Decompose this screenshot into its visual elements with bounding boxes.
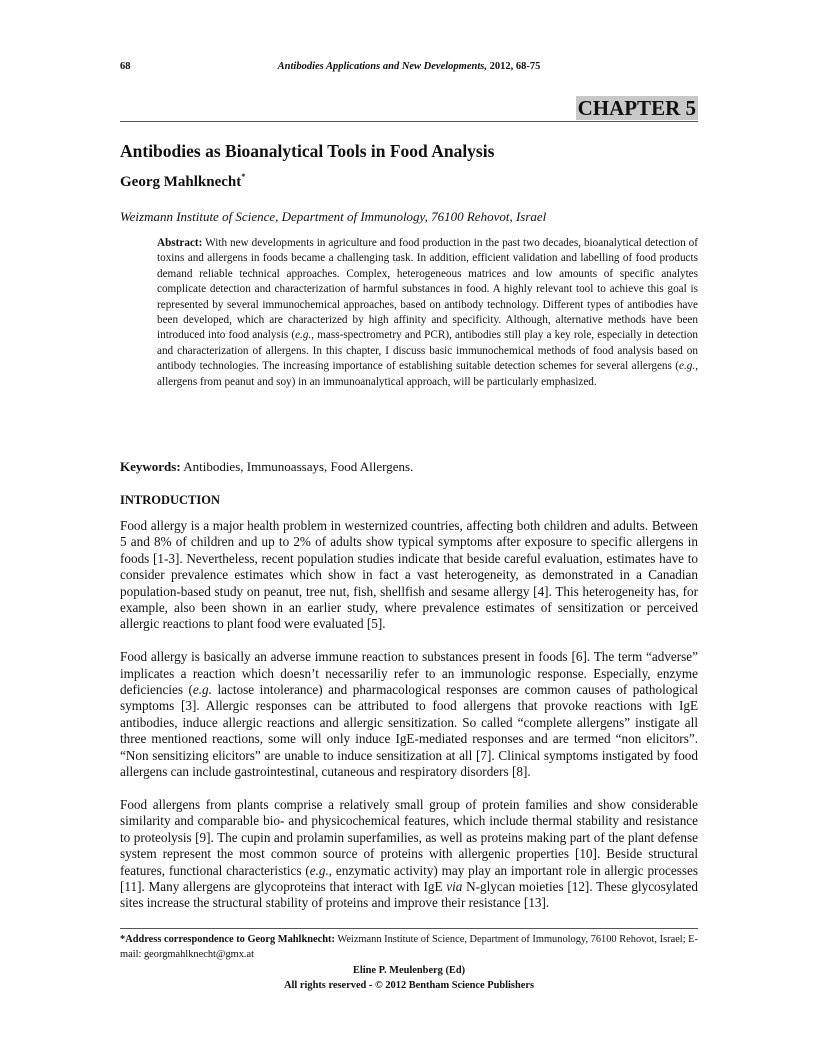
italic-text: e.g. xyxy=(309,862,329,878)
footnote-text: Weizmann Institute of Science, Department of Immunology, 76100 Rehovot, Israel; E-mail: georgmahlknecht@gmx.at xyxy=(120,934,698,960)
journal-title: Antibodies Applications and New Developments, xyxy=(277,61,487,72)
copyright: All rights reserved - © 2012 Bentham Science Publishers xyxy=(284,979,534,991)
author-name: Georg Mahlknecht xyxy=(120,174,242,190)
header-divider xyxy=(120,121,698,122)
chapter-label: CHAPTER 5 xyxy=(577,96,696,120)
italic-text: e.g. xyxy=(679,360,696,373)
text-run: Food allergy is a major health problem in westernized countries, affecting both children and adults. Between 5 and 8% of children and up to 2% of adults show typical symptoms after exposure to specific allergens in foods [1-3]. Nevertheless, recent population studies indicate that beside careful evaluation, estimates have to consider prevalence estimates which show in fact a vast heterogeneity, as demonstrated in a Canadian population-based study on peanut, tree nut, fish, shellfish and sesame allergy [4]. This heterogeneity has, for example, also been shown in an earlier study, where prevalence estimates of sensitization or perceived allergic reactions to plant food were evaluated [5]. xyxy=(120,518,698,632)
abstract xyxy=(157,236,698,390)
text-run: Food allergens from plants comprise a relatively small group of protein families and show considerable similarity and comparable bio- and physicochemical features, which include thermal stability and resistance to proteolysis [9]. The cupin and prolamin superfamilies, as well as proteins making part of the plant defense system represent the most common source of proteins with allergenic properties [10]. Beside structural features, functional characteristics ( xyxy=(120,796,698,878)
body-text xyxy=(120,518,698,928)
text-run: , mass-spectrometry and PCR), antibodies still play a key role, especially in detection and characterization of allergens. In this chapter, I discuss basic immunochemical methods of food analysis based on antibody technologies. The increasing importance of establishing suitable detection schemes for several allergens ( xyxy=(157,329,698,373)
text-run: Food allergy is basically an adverse immune reaction to substances present in foods [6]. The term “adverse” implicates a reaction which doesn’t necessariliy refer to an immunologic response. Especially, enzyme deficiencies ( xyxy=(120,649,698,698)
text-run: With new developments in agriculture and food production in the past two decades, bioanalytical detection of toxins and allergens in foods became a challenging task. In addition, efficient validation and labelling of food products demand reliable technical approaches. Complex, heterogeneous matrices and low amounts of specific analytes complicate detection and characterization of harmful substances in food. A highly relevant tool to achieve this goal is represented by several immunochemical approaches, based on antibody technology. Different types of antibodies have been developed, which are characterized by high affinity and specificity. Although, alternative methods have been introduced into food analysis ( xyxy=(157,237,698,342)
article-title: Antibodies as Bioanalytical Tools in Food Analysis xyxy=(120,141,495,161)
text-run: N-glycan moieties [12]. These glycosylated sites increase the structural stability of proteins and improve their resistance [13]. xyxy=(120,878,698,911)
page-number: 68 xyxy=(120,61,131,72)
footnote-label: *Address correspondence to Georg Mahlknecht: xyxy=(120,934,335,945)
journal-info: 2012, 68-75 xyxy=(486,61,541,72)
keywords xyxy=(120,459,413,475)
footnote-divider xyxy=(120,928,698,929)
journal-citation xyxy=(180,61,638,72)
running-header xyxy=(120,61,698,75)
text-run: , enzymatic activity) may play an important role in allergic processes [11]. Many allergens are glycoproteins that interact with IgE xyxy=(120,862,698,894)
author-footnote-mark: * xyxy=(241,172,246,181)
text-run: lactose intolerance) and pharmacological responses are common causes of pathological symptoms [3]. Allergic responses can be attributed to food allergens that provoke reactions with IgE antibodies, induce allergic reactions and allergic sensitization. So called “complete allergens” instigate all three mentioned reactions, some will only induce IgE-mediated responses and are termed “non elicitors”. “Non sensitizing elicitors” are unable to induce sensitization at all [7]. Clinical symptoms instigated by food allergens can include gastrointestinal, cutaneous and respiratory disorders [8]. xyxy=(120,682,698,780)
section-heading: INTRODUCTION xyxy=(120,493,221,507)
publisher-info xyxy=(120,964,698,993)
paragraph-1 xyxy=(120,518,698,633)
italic-text: e.g. xyxy=(295,329,312,342)
paragraph-3 xyxy=(120,797,698,912)
italic-text: e.g. xyxy=(192,682,212,698)
editor: Eline P. Meulenberg (Ed) xyxy=(352,965,466,976)
author xyxy=(120,174,245,191)
paragraph-2 xyxy=(120,649,698,780)
italic-text: via xyxy=(446,878,463,894)
affiliation: Weizmann Institute of Science, Department of Immunology, 76100 Rehovot, Israel xyxy=(120,209,547,224)
text-run: , allergens from peanut and soy) in an immunoanalytical approach, will be particularly emphasized. xyxy=(157,360,698,388)
keywords-text: Antibodies, Immunoassays, Food Allergens. xyxy=(180,459,414,474)
footnote xyxy=(120,933,698,962)
abstract-label: Abstract: xyxy=(157,237,203,249)
keywords-label: Keywords: xyxy=(120,459,181,474)
